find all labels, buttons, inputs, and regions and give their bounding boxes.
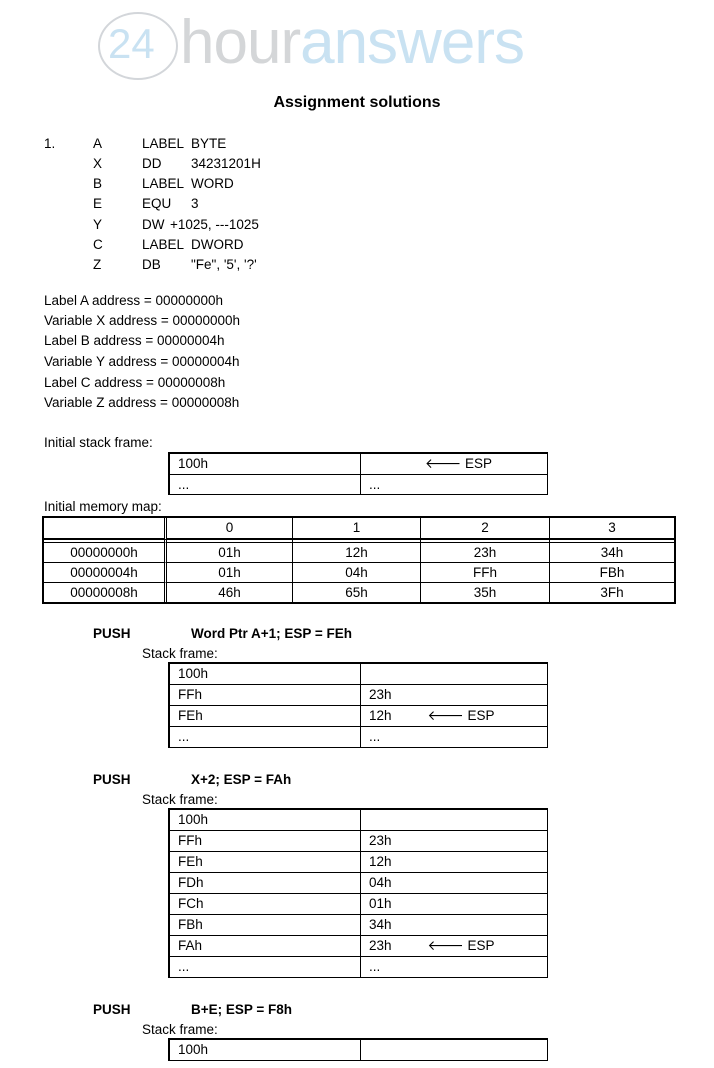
decl-arg: +1025, ---1025 bbox=[170, 217, 259, 232]
logo-wordmark bbox=[180, 8, 524, 77]
stack-addr: FEh bbox=[170, 706, 361, 727]
stack-frame-label: Stack frame: bbox=[142, 792, 218, 807]
stack-val bbox=[361, 664, 548, 685]
memory-byte: 12h bbox=[293, 543, 421, 563]
stack-val: 12h bbox=[361, 852, 548, 873]
decl-name: X bbox=[93, 156, 103, 171]
stack-val: 23h bbox=[361, 685, 548, 706]
stack-frame-label: Stack frame: bbox=[142, 1022, 218, 1037]
stack-val bbox=[361, 810, 548, 831]
push-desc: X+2; ESP = FAh bbox=[191, 772, 292, 787]
decl-op: LABEL bbox=[142, 237, 185, 252]
stack-addr: 100h bbox=[170, 1040, 361, 1060]
push-desc: B+E; ESP = F8h bbox=[191, 1002, 293, 1017]
question-number: 1. bbox=[44, 136, 56, 151]
address-line: Label C address = 00000008h bbox=[44, 375, 226, 390]
stack-addr: 100h bbox=[170, 810, 361, 831]
logo-answers: answers bbox=[300, 8, 524, 77]
stack-addr: ... bbox=[170, 957, 361, 977]
logo bbox=[96, 8, 586, 78]
memory-byte: 01h bbox=[167, 563, 293, 583]
esp-marker: 🡐 ESP bbox=[427, 708, 495, 723]
stack-addr: FFh bbox=[170, 831, 361, 852]
stack-val-esp bbox=[361, 706, 548, 727]
stack-val: 34h bbox=[361, 915, 548, 936]
decl-name: E bbox=[93, 196, 103, 211]
stack-addr: FFh bbox=[170, 685, 361, 706]
decl-name: Y bbox=[93, 217, 103, 232]
esp-marker: 🡐 ESP bbox=[361, 454, 548, 475]
stack-val: 01h bbox=[361, 894, 548, 915]
initial-stack-table bbox=[168, 452, 548, 495]
decl-op: DW bbox=[142, 217, 165, 232]
stack-addr: ... bbox=[170, 727, 361, 747]
memory-map-label: Initial memory map: bbox=[44, 499, 162, 514]
decl-name: Z bbox=[93, 257, 102, 272]
page-title: Assignment solutions bbox=[273, 94, 441, 111]
push3-stack-table bbox=[168, 1038, 548, 1061]
logo-hour: hour bbox=[180, 8, 301, 77]
stack-addr: 100h bbox=[170, 664, 361, 685]
decl-op: DB bbox=[142, 257, 161, 272]
address-line: Variable Y address = 00000004h bbox=[44, 354, 240, 369]
decl-op: DD bbox=[142, 156, 162, 171]
decl-name: C bbox=[93, 237, 103, 252]
memory-address: 00000004h bbox=[44, 563, 167, 583]
memory-address: 00000008h bbox=[44, 583, 167, 602]
memory-header-corner bbox=[44, 518, 167, 540]
memory-byte: 3Fh bbox=[600, 585, 624, 600]
address-line: Label B address = 00000004h bbox=[44, 333, 225, 348]
memory-byte: 04h bbox=[293, 563, 421, 583]
stack-val: ... bbox=[369, 959, 381, 974]
stack-addr: FDh bbox=[170, 873, 361, 894]
memory-byte: 35h bbox=[421, 583, 550, 602]
stack-val: 04h bbox=[361, 873, 548, 894]
memory-map-table bbox=[42, 516, 676, 604]
stack-addr: FAh bbox=[170, 936, 361, 957]
decl-arg: "Fe", '5', '?' bbox=[191, 257, 257, 272]
decl-arg: 3 bbox=[191, 196, 199, 211]
push1-stack-table bbox=[168, 662, 548, 748]
address-line: Variable Z address = 00000008h bbox=[44, 395, 240, 410]
stack-val: 12h bbox=[369, 708, 392, 723]
stack-val: ... bbox=[369, 729, 381, 744]
stack-addr: FEh bbox=[170, 852, 361, 873]
decl-op: LABEL bbox=[142, 176, 185, 191]
decl-name: B bbox=[93, 176, 103, 191]
stack-addr: FCh bbox=[170, 894, 361, 915]
decl-arg: DWORD bbox=[191, 237, 244, 252]
memory-byte: 46h bbox=[167, 583, 293, 602]
push2-stack-table bbox=[168, 808, 548, 978]
push-op: PUSH bbox=[93, 772, 131, 787]
memory-header: 3 bbox=[550, 518, 674, 540]
decl-arg: WORD bbox=[191, 176, 234, 191]
memory-byte: 34h bbox=[550, 543, 674, 563]
stack-addr: FBh bbox=[170, 915, 361, 936]
initial-stack-label: Initial stack frame: bbox=[44, 435, 153, 450]
logo-number: 24 bbox=[108, 20, 155, 67]
push-desc: Word Ptr A+1; ESP = FEh bbox=[191, 626, 353, 641]
stack-val: ... bbox=[369, 477, 381, 492]
decl-op: EQU bbox=[142, 196, 172, 211]
stack-val-esp bbox=[361, 936, 548, 957]
stack-val: 23h bbox=[369, 938, 392, 953]
memory-header: 0 bbox=[167, 518, 293, 540]
stack-frame-label: Stack frame: bbox=[142, 646, 218, 661]
push-op: PUSH bbox=[93, 626, 131, 641]
memory-address: 00000000h bbox=[44, 543, 167, 563]
stack-addr: 100h bbox=[170, 454, 361, 475]
decl-arg: 34231201H bbox=[191, 156, 261, 171]
memory-header: 2 bbox=[421, 518, 550, 540]
address-line: Label A address = 00000000h bbox=[44, 293, 224, 308]
esp-marker: 🡐 ESP bbox=[427, 938, 495, 953]
decl-op: LABEL bbox=[142, 136, 185, 151]
memory-byte: FBh bbox=[550, 563, 674, 583]
memory-byte: 65h bbox=[293, 583, 421, 602]
memory-byte: FFh bbox=[421, 563, 550, 583]
memory-byte: 23h bbox=[421, 543, 550, 563]
memory-byte: 01h bbox=[167, 543, 293, 563]
stack-val bbox=[361, 1040, 548, 1060]
stack-val: 23h bbox=[361, 831, 548, 852]
decl-name: A bbox=[93, 136, 103, 151]
address-line: Variable X address = 00000000h bbox=[44, 313, 241, 328]
push-op: PUSH bbox=[93, 1002, 131, 1017]
decl-arg: BYTE bbox=[191, 136, 227, 151]
memory-header: 1 bbox=[293, 518, 421, 540]
stack-addr: ... bbox=[170, 475, 361, 494]
